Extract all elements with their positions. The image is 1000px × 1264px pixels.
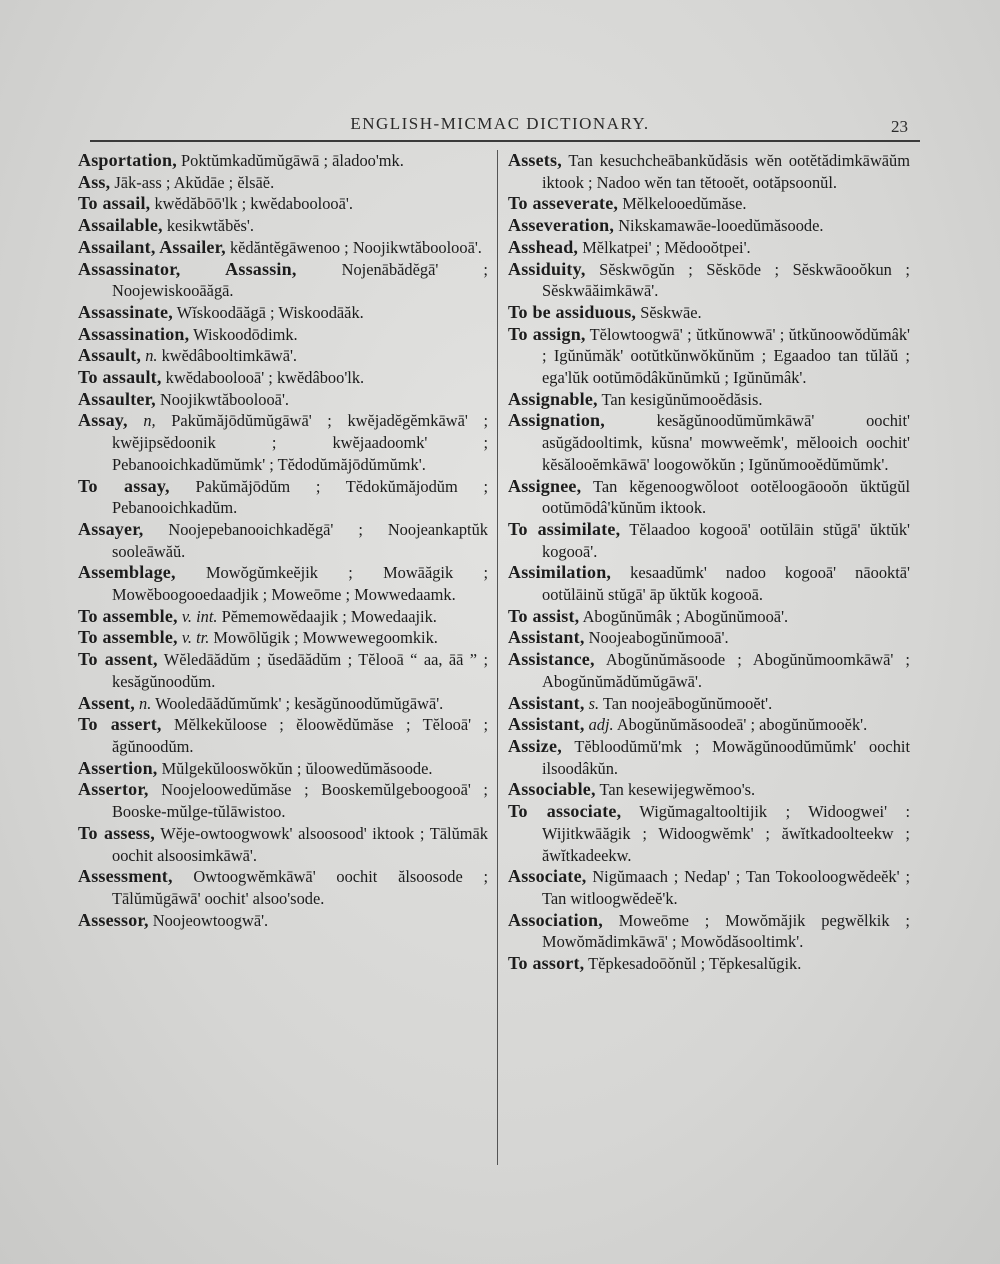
entry-definition: Tan kĕgenoogwŏloot ootĕloogāooŏn ŭktŭgŭl ootŭmōdâ'kŭnŭm iktook. [542, 476, 910, 518]
dictionary-entry [78, 367, 488, 389]
dictionary-entry [78, 302, 488, 324]
left-column [78, 150, 488, 931]
entry-definition: Abogŭnŭmăsoodeā' ; abogŭnŭmooĕk'. [613, 715, 868, 735]
dictionary-entry [508, 324, 910, 389]
entry-definition: Pakŭmăjōdŭmŭgāwā' ; kwĕjadĕgĕmkāwā' ; kwĕjipsĕdoonik ; kwĕjaadoomk' ; Pebanooichkadŭmŭmk' ; Tĕdodŭmăjōdŭmŭmk'. [112, 411, 488, 474]
entry-definition: Mowŏgŭmkeĕjik ; Mowāăgik ; Mowĕboogooedaadjik ; Moweōme ; Mowwedaamk. [112, 563, 488, 605]
entry-definition: Nigŭmaach ; Nedap' ; Tan Tokooloogwĕdeĕk' ; Tan witloogwĕdeĕ'k. [542, 867, 910, 908]
entry-definition: Pakŭmăjōdŭm ; Tĕdokŭmăjodŭm ; Pebanooichkadŭm. [112, 476, 488, 518]
entry-definition: Wĭskoodāăgā ; Wiskoodāăk. [172, 302, 364, 322]
entry-definition: Tan noojeābogŭnŭmooĕt'. [599, 693, 773, 713]
entry-definition: Wĕledāădŭm ; ŭsedāădŭm ; Tĕlooā “ aa, āā ” ; kesăgŭnoodŭm. [112, 650, 489, 691]
dictionary-entry [78, 627, 488, 649]
dictionary-entry [508, 389, 910, 411]
entry-definition: kwĕdaboolooā' ; kwĕdâboo'lk. [161, 368, 365, 388]
entry-headword: Assessor, [78, 909, 149, 930]
dictionary-entry [78, 823, 488, 866]
entry-grammar-label: s. [584, 693, 600, 713]
entry-definition: kĕdăntĕgāwenoo ; Noojikwtăboolooā'. [225, 237, 482, 257]
entry-definition: Wigŭmagaltooltijik ; Widoogwei' : Wijitkwāăgik ; Widoogwĕmk' ; ăwĭtkadoolteekw ; ăwĭtkadeekw. [542, 802, 911, 865]
dictionary-entry [508, 259, 910, 302]
entry-headword: To be assiduous, [508, 301, 637, 322]
entry-definition: Wooledāădŭmŭmk' ; kesăgŭnoodŭmŭgāwā'. [151, 693, 444, 713]
dictionary-entry [78, 779, 488, 822]
entry-definition: Mĕlkatpei' ; Mĕdooŏtpei'. [578, 237, 751, 257]
entry-headword: Assistant, [508, 714, 585, 735]
entry-definition: kesaadŭmk' nadoo kogooā' nāooktā' ootŭlāinŭ stŭgā' āp ŭktŭk kogooā. [542, 563, 910, 605]
entry-definition: Noojeloowedŭmăse ; Booskemŭlgeboogooā' ; Booske-mŭlge-tŭlāwistoo. [112, 780, 488, 822]
entry-headword: Ass, [78, 171, 111, 192]
dictionary-entry [78, 172, 488, 194]
entry-definition: Abogŭnŭmâk ; Abogŭnŭmooā'. [579, 606, 789, 626]
entry-headword: Assayer, [78, 518, 144, 539]
entry-definition: Tan kesewijegwĕmoo's. [595, 780, 756, 800]
entry-headword: Asshead, [508, 236, 579, 257]
dictionary-entry [508, 627, 910, 649]
dictionary-entry [508, 150, 910, 193]
entry-definition: Noojeowtoogwā'. [148, 910, 269, 930]
entry-grammar-label: v. int. [177, 606, 218, 626]
entry-headword: Assaulter, [78, 388, 156, 409]
dictionary-entry [508, 519, 910, 562]
entry-definition: Wĕje-owtoogwowk' alsoosood' iktook ; Tālŭmāk oochit alsoosimkāwā'. [112, 823, 488, 865]
dictionary-entry [78, 215, 488, 237]
entry-headword: Assimilation, [508, 562, 612, 583]
entry-headword: To assimilate, [508, 518, 621, 539]
entry-definition: Sĕskwāe. [636, 302, 702, 322]
entry-definition: Abogŭnŭmăsoode ; Abogŭnŭmoomkāwā' ; Abogŭnŭmădŭmŭgāwā'. [542, 650, 910, 691]
dictionary-entry [508, 476, 910, 519]
entry-headword: To assent, [78, 649, 158, 670]
dictionary-entry [78, 389, 488, 411]
entry-definition: kwĕdăbōō'lk ; kwĕdaboolooā'. [150, 194, 353, 214]
dictionary-entry [508, 736, 910, 779]
entry-headword: Assize, [508, 735, 562, 756]
entry-headword: Assertion, [78, 757, 158, 778]
entry-definition: Mĕlkekŭloose ; ĕloowĕdŭmăse ; Tĕlooā' ; ăgŭnoodŭm. [112, 715, 488, 756]
dictionary-entry [508, 562, 910, 605]
entry-definition: Mĕlkelooedŭmăse. [618, 194, 747, 214]
entry-headword: Assets, [508, 150, 562, 170]
entry-headword: Assassinate, [78, 301, 173, 322]
entry-definition: Noojeabogŭnŭmooā'. [584, 628, 729, 648]
dictionary-entry [78, 649, 488, 692]
entry-definition: Tĕlowtoogwā' ; ŭtkŭnowwā' ; ŭtkŭnoowŏdŭmâk' ; Igŭnŭmăk' ootŭtkŭnwŏkŭnŭm ; Egaadoo tan tŭlăŭ ; ega'lŭk ootŭmōdâkŭnŭmkŭ ; Igŭnŭmâk'. [542, 324, 910, 388]
dictionary-entry [508, 801, 910, 866]
entry-grammar-label: n. [141, 346, 158, 366]
dictionary-entry [78, 519, 488, 562]
entry-headword: Assignable, [508, 388, 598, 409]
entry-definition: kesăgŭnoodŭmŭmkāwā' oochit' asŭgădooltimk, kŭsna' mowweĕmk', mĕlooich oochit' kĕsălooĕmkāwā' loogowŏkŭn ; Igŭnŭmooĕdŭmŭmk'. [542, 411, 910, 474]
entry-headword: Assignation, [508, 410, 605, 431]
dictionary-entry [78, 237, 488, 259]
entry-headword: Assent, [78, 692, 135, 713]
entry-definition: kesikwtăbĕs'. [162, 216, 254, 236]
entry-definition: Noojikwtăboolooā'. [155, 389, 289, 409]
dictionary-entry [508, 302, 910, 324]
entry-definition: Tan kesigŭnŭmooĕdăsis. [597, 389, 763, 409]
entry-headword: To assign, [508, 323, 586, 344]
dictionary-entry [508, 714, 910, 736]
entry-headword: To assort, [508, 953, 585, 974]
entry-definition: Tĕbloodŭmŭ'mk ; Mowăgŭnoodŭmŭmk' oochit ilsoodâkŭn. [542, 736, 910, 778]
entry-definition: Nojenābădĕgā' ; Noojewiskooāăgā. [112, 259, 488, 301]
entry-headword: To assert, [78, 714, 162, 735]
entry-definition: kwĕdâbooltimkāwā'. [157, 346, 298, 366]
entry-headword: Asportation, [78, 150, 177, 170]
entry-grammar-label: adj. [584, 715, 614, 735]
dictionary-entry [78, 714, 488, 757]
entry-headword: Assistant, [508, 627, 585, 648]
dictionary-entry [78, 866, 488, 909]
entry-definition: Tan kesuchcheābankŭdăsis wĕn ootĕtădimkāwāŭm iktook ; Nadoo wĕn tan tĕtooĕt, ootăpsoonŭl. [542, 151, 910, 192]
entry-definition: Poktŭmkadŭmŭgāwā ; āladoo'mk. [176, 151, 404, 170]
header-rule [90, 140, 920, 142]
entry-grammar-label: n. [134, 693, 152, 713]
entry-headword: To assess, [78, 822, 155, 843]
entry-headword: To assail, [78, 193, 151, 214]
dictionary-entry [78, 193, 488, 215]
dictionary-entry [78, 476, 488, 519]
entry-headword: Assessment, [78, 866, 173, 887]
dictionary-entry [78, 910, 488, 932]
entry-headword: Assay, [78, 410, 128, 431]
dictionary-entry [508, 693, 910, 715]
dictionary-entry [508, 215, 910, 237]
dictionary-entry [508, 410, 910, 475]
entry-definition: Owtoogwĕmkāwā' oochit ălsoosode ; Tālŭmŭgāwā' oochit' alsoo'sode. [112, 867, 488, 908]
right-column [508, 150, 910, 975]
column-divider [497, 150, 498, 1165]
entry-definition: Nikskamawāe-looedŭmăsoode. [614, 216, 824, 236]
entry-headword: Assassinator, Assassin, [78, 258, 297, 279]
dictionary-entry [78, 150, 488, 172]
entry-definition: Wiskoodōdimk. [189, 324, 298, 344]
entry-grammar-label: n, [127, 411, 156, 431]
running-head: ENGLISH-MICMAC DICTIONARY. [350, 114, 650, 133]
entry-definition: Sĕskwōgŭn ; Sĕskōde ; Sĕskwāooŏkun ; Sĕskwāăimkāwā'. [542, 259, 910, 301]
dictionary-entry [508, 779, 910, 801]
entry-headword: To associate, [508, 801, 622, 822]
entry-headword: To assist, [508, 605, 580, 626]
dictionary-entry [508, 649, 910, 692]
entry-grammar-label: v. tr. [177, 628, 210, 648]
dictionary-entry [78, 410, 488, 475]
dictionary-entry [78, 345, 488, 367]
entry-headword: Associable, [508, 779, 596, 800]
entry-headword: To assemble, [78, 605, 178, 626]
dictionary-entry [508, 866, 910, 909]
entry-definition: Mŭlgekŭlooswŏkŭn ; ŭloowedŭmăsoode. [157, 758, 433, 778]
entry-headword: Associate, [508, 866, 587, 887]
entry-headword: To asseverate, [508, 193, 619, 214]
entry-headword: Assertor, [78, 779, 149, 800]
entry-headword: To assemble, [78, 627, 178, 648]
dictionary-entry [78, 606, 488, 628]
entry-headword: Assailable, [78, 215, 163, 236]
entry-headword: Association, [508, 909, 603, 930]
page-number: 23 [891, 117, 908, 136]
dictionary-entry [78, 758, 488, 780]
entry-definition: Tĕpkesadoōŏnŭl ; Tĕpkesalŭgik. [584, 954, 802, 974]
dictionary-entry [508, 193, 910, 215]
entry-headword: Assailant, Assailer, [78, 236, 226, 257]
entry-headword: To assault, [78, 367, 162, 388]
dictionary-entry [78, 259, 488, 302]
entry-headword: Assistance, [508, 649, 595, 670]
entry-definition: Moweōme ; Mowŏmăjik pegwĕlkik ; Mowŏmădimkāwā' ; Mowŏdăsooltimk'. [542, 910, 910, 952]
dictionary-entry [78, 562, 488, 605]
entry-definition: Tĕlaadoo kogooā' ootŭlāin stŭgā' ŭktŭk' kogooā'. [542, 519, 910, 561]
dictionary-entry [508, 910, 910, 953]
entry-headword: Asseveration, [508, 215, 615, 236]
entry-definition: Mowōlŭgik ; Mowwewegoomkik. [209, 628, 438, 648]
entry-headword: Assignee, [508, 475, 582, 496]
entry-definition: Pĕmemowĕdaajik ; Mowedaajik. [217, 606, 437, 626]
entry-definition: Noojepebanooichkadĕgā' ; Noojeankaptŭk sooleāwăŭ. [112, 519, 488, 561]
dictionary-entry [508, 237, 910, 259]
entry-definition: Jāk-ass ; Akŭdāe ; ĕlsāĕ. [110, 172, 275, 192]
dictionary-entry [78, 693, 488, 715]
dictionary-entry [508, 953, 910, 975]
entry-headword: Assiduity, [508, 258, 586, 279]
dictionary-entry [78, 324, 488, 346]
entry-headword: Assemblage, [78, 562, 176, 583]
entry-headword: Assassination, [78, 323, 190, 344]
dictionary-entry [508, 606, 910, 628]
entry-headword: Assistant, [508, 692, 585, 713]
entry-headword: To assay, [78, 475, 170, 496]
entry-headword: Assault, [78, 345, 142, 366]
